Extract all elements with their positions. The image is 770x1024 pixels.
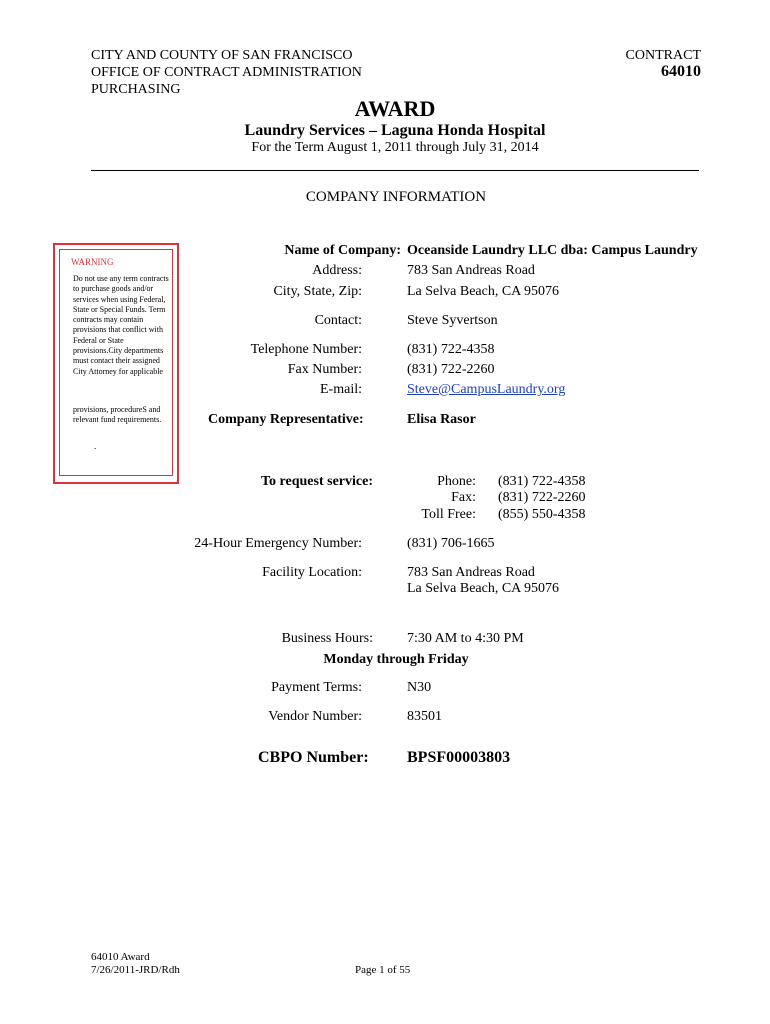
payment-terms-label: Payment Terms: [271,680,362,695]
company-rep-value: Elisa Rasor [407,412,476,427]
business-hours-label: Business Hours: [281,631,373,646]
service-phone-value: (831) 722-4358 [498,474,586,489]
service-fax-value: (831) 722-2260 [498,490,586,505]
warning-text: Do not use any term contracts to purchase goods and/or services when using Federal, State or Special Funds. Term contracts may contain provisions that conflict with Federal or State provisions.City departments must contact their assigned City Attorney for applicable [73,274,169,376]
business-hours-value: 7:30 AM to 4:30 PM [407,631,524,646]
fax-value: (831) 722-2260 [407,362,495,377]
service-fax-label: Fax: [451,490,476,505]
section-heading: COMPANY INFORMATION [305,189,487,205]
email-link[interactable]: Steve@CampusLaundry.org [407,382,566,397]
telephone-label: Telephone Number: [250,342,362,357]
header-line-2: OFFICE OF CONTRACT ADMINISTRATION [91,65,362,80]
city-value: La Selva Beach, CA 95076 [407,284,560,299]
service-tollfree-label: Toll Free: [421,507,476,522]
service-phone-label: Phone: [437,474,476,489]
header-line-1: CITY AND COUNTY OF SAN FRANCISCO [91,48,353,63]
contract-label: CONTRACT [625,48,701,63]
contact-value: Steve Syvertson [407,313,498,328]
fax-label: Fax Number: [287,362,362,377]
payment-terms-value: N30 [407,680,432,695]
request-service-label: To request service: [261,474,373,489]
footer-doc-id: 64010 Award [91,951,150,963]
facility-label: Facility Location: [262,565,362,580]
service-tollfree-value: (855) 550-4358 [498,507,586,522]
cbpo-value: BPSF00003803 [407,749,511,766]
award-term: For the Term August 1, 2011 through July 31, 2014 [251,140,539,155]
footer-date: 7/26/2011-JRD/Rdh [91,964,180,976]
city-label: City, State, Zip: [273,284,362,299]
company-name-label: Name of Company: [284,243,401,258]
address-value: 783 San Andreas Road [407,263,535,278]
warning-title: WARNING [71,257,114,267]
header-line-3: PURCHASING [91,82,181,97]
emergency-label: 24-Hour Emergency Number: [194,536,362,551]
award-title: AWARD [354,96,436,121]
email-label: E-mail: [320,382,362,397]
facility-line-1: 783 San Andreas Road [407,565,535,580]
contract-number: 64010 [661,63,701,80]
cbpo-label: CBPO Number: [258,749,369,766]
company-name: Oceanside Laundry LLC dba: Campus Laundry [407,243,698,258]
emergency-value: (831) 706-1665 [407,536,495,551]
company-rep-label: Company Representative: [208,412,364,427]
header-divider [91,170,699,171]
business-days: Monday through Friday [323,652,469,667]
page-number: Page 1 of 55 [355,964,411,976]
contact-label: Contact: [314,313,362,328]
vendor-number-label: Vendor Number: [268,709,362,724]
vendor-number-value: 83501 [407,709,442,724]
award-subtitle: Laundry Services – Laguna Honda Hospital [244,122,546,139]
warning-dot: . [94,441,97,451]
facility-line-2: La Selva Beach, CA 95076 [407,581,560,596]
warning-text-2: provisions, procedureS and relevant fund requirements. [73,405,162,425]
telephone-value: (831) 722-4358 [407,342,495,357]
address-label: Address: [312,263,362,278]
